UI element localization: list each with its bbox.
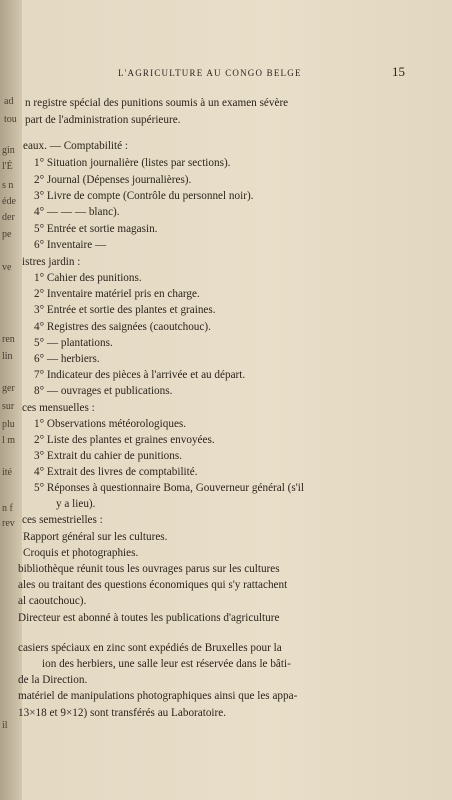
text-line: part de l'administration supérieure. — [25, 114, 181, 126]
margin-fragment: ger — [2, 383, 15, 394]
margin-fragment: plu — [2, 419, 15, 430]
margin-fragment: tou — [4, 114, 17, 125]
margin-fragment: il — [2, 720, 8, 731]
margin-fragment: lin — [2, 351, 13, 362]
text-line: Croquis et photographies. — [23, 547, 139, 559]
text-line: matériel de manipulations photographiques ainsi que les appa- — [18, 690, 298, 702]
text-line: istres jardin : — [22, 256, 81, 268]
text-line: Directeur est abonné à toutes les publications d'agriculture — [18, 612, 280, 624]
text-line: de la Direction. — [18, 674, 88, 686]
text-line: bibliothèque réunit tous les ouvrages parus sur les cultures — [18, 563, 280, 575]
text-line: ces mensuelles : — [22, 402, 95, 414]
text-line: 5° Réponses à questionnaire Boma, Gouverneur général (s'il — [34, 482, 304, 494]
text-line: casiers spéciaux en zinc sont expédiés de Bruxelles pour la — [18, 642, 282, 654]
margin-fragment: s n — [2, 180, 14, 191]
text-line: 2° Journal (Dépenses journalières). — [34, 174, 192, 186]
margin-fragment: ren — [2, 334, 15, 345]
margin-fragment: ve — [2, 262, 12, 273]
page-number: 15 — [392, 64, 405, 79]
text-line: 3° Livre de compte (Contrôle du personnel noir). — [34, 190, 254, 202]
text-line: 1° Cahier des punitions. — [34, 272, 142, 284]
text-line: 2° Liste des plantes et graines envoyées. — [34, 434, 215, 446]
text-line: 3° Entrée et sortie des plantes et graines. — [34, 304, 216, 316]
text-line: Rapport général sur les cultures. — [23, 531, 168, 543]
margin-fragment: ité — [2, 467, 12, 478]
text-line: y a lieu). — [56, 498, 96, 510]
margin-fragment: rev — [2, 518, 15, 529]
margin-fragment: sur — [2, 401, 15, 412]
margin-fragment: l'É — [2, 161, 13, 172]
margin-fragment: der — [2, 212, 15, 223]
text-line: 3° Extrait du cahier de punitions. — [34, 450, 183, 462]
text-line: 5° Entrée et sortie magasin. — [34, 223, 158, 235]
text-line: eaux. — Comptabilité : — [23, 140, 129, 152]
text-line: ales ou traitant des questions économiques qui s'y rattachent — [18, 579, 288, 591]
text-line: 6° — herbiers. — [34, 353, 100, 365]
text-line: 6° Inventaire — — [34, 239, 107, 251]
text-line: 2° Inventaire matériel pris en charge. — [34, 288, 200, 300]
text-line: 4° — — — blanc). — [34, 206, 120, 218]
text-line: 4° Extrait des livres de comptabilité. — [34, 466, 198, 478]
running-title: L'AGRICULTURE AU CONGO BELGE — [118, 68, 302, 78]
text-line: 1° Observations météorologiques. — [34, 418, 187, 430]
text-line: ion des herbiers, une salle leur est réservée dans le bâti- — [42, 658, 291, 670]
text-line: n registre spécial des punitions soumis à un examen sévère — [25, 97, 289, 109]
margin-fragment: ad — [4, 96, 14, 107]
margin-fragment: gin — [2, 145, 15, 156]
text-line: 4° Registres des saignées (caoutchouc). — [34, 321, 211, 333]
text-line: 8° — ouvrages et publications. — [34, 385, 173, 397]
text-line: ces semestrielles : — [22, 514, 103, 526]
text-line: 13×18 et 9×12) sont transférés au Laboratoire. — [18, 707, 227, 719]
margin-fragment: éde — [2, 196, 16, 207]
text-line: al caoutchouc). — [18, 595, 87, 607]
text-line: 1° Situation journalière (listes par sections). — [34, 157, 231, 169]
margin-fragment: n f — [2, 503, 13, 514]
text-line: 7° Indicateur des pièces à l'arrivée et au départ. — [34, 369, 246, 381]
page-header — [0, 64, 452, 86]
text-line: 5° — plantations. — [34, 337, 113, 349]
margin-fragment: pe — [2, 229, 12, 240]
margin-fragment: l m — [2, 435, 16, 446]
